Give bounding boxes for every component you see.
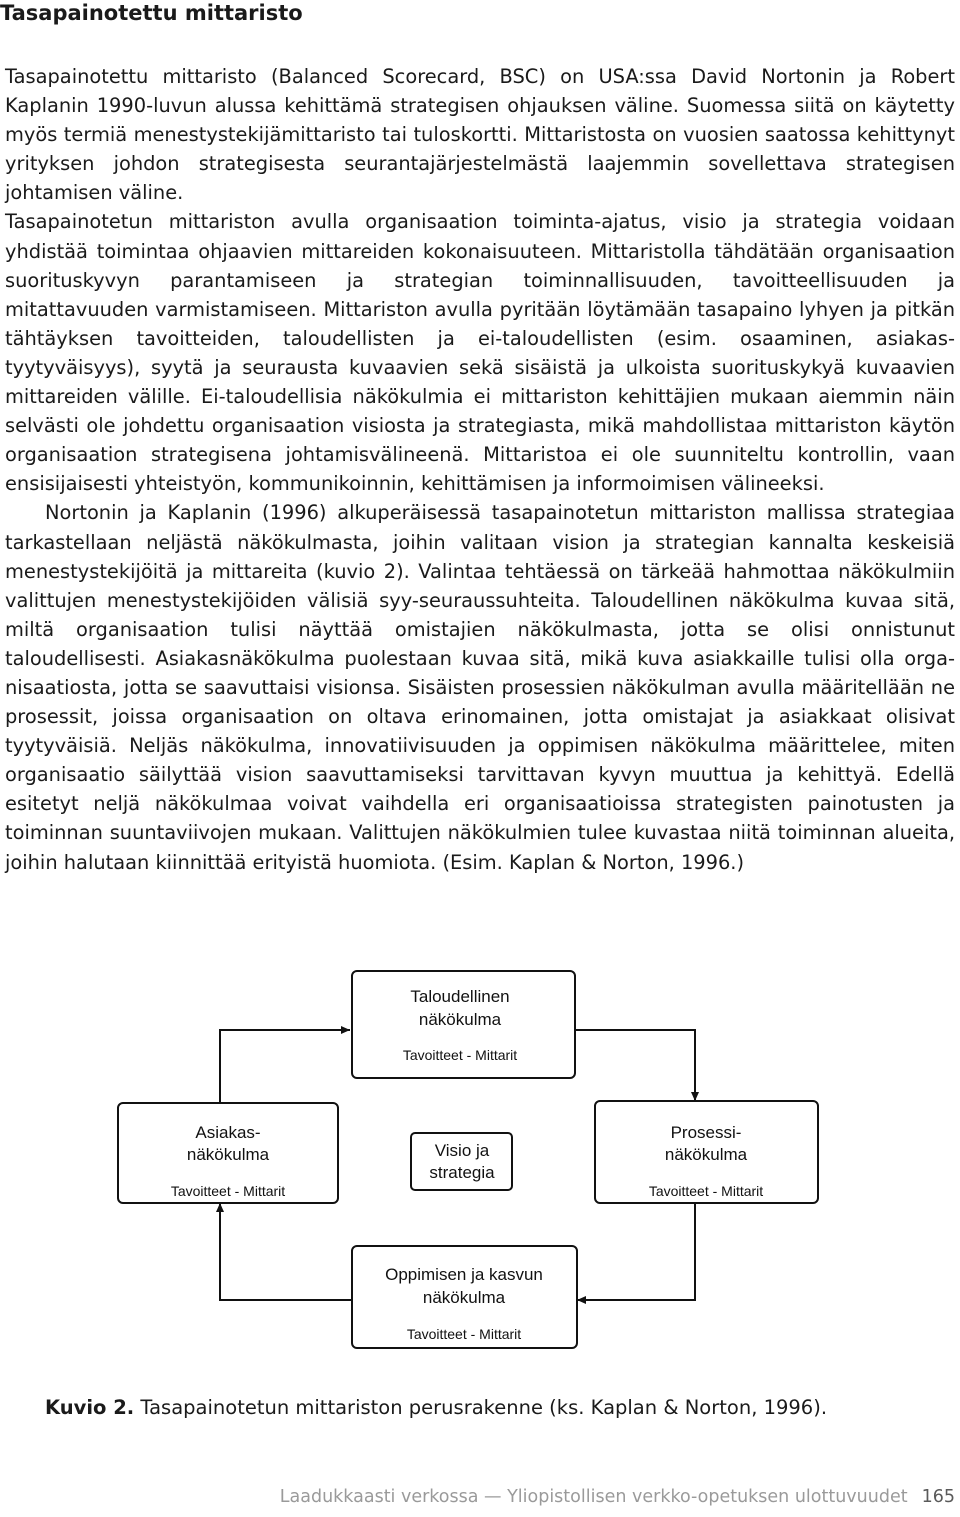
box-financial-line1: Taloudellinen [410,987,510,1006]
arrow-right-to-bottom [577,1200,695,1300]
box-customer [118,1103,338,1203]
caption-text: Tasapainotetun mittariston perusrakenne (ks. Kaplan & Norton, 1996). [134,1396,828,1419]
box-customer-line2: näkökulma [186,1145,270,1164]
box-vision-line1: Visio ja [434,1141,490,1160]
page-number: 165 [921,1487,955,1507]
box-process-line1: Prosessi- [670,1123,742,1142]
box-customer-line1: Asiakas- [195,1123,261,1142]
box-learning-line1: Oppimisen ja kasvun [385,1265,543,1284]
figure-caption [45,1395,827,1421]
footer-title: Laadukkaasti verkossa — Yliopistollisen verkko-opetuksen ulottuvuudet [279,1487,908,1507]
box-process [595,1101,818,1203]
box-financial-line2: näkökulma [418,1010,502,1029]
body-text [5,62,955,877]
paragraph-3: Nortonin ja Kaplanin (1996) alkuperäisessä tasapainotetun mittariston mallissa strategiaa tarkastellaan neljästä näkökulmasta, joihin valitaan vision ja strategian kannalta keskeisiä menestystekijöitä ja mittareita (kuvio 2). Valintaa tehtäessä on tärkeää hahmottaa näkökulmiin valittujen menestystekijöiden välisiä syy-seuraussuhteita. Taloudellinen näkökulma kuvaa sitä, miltä organisaation tulisi näyttää omistajien näkökulmasta, jotta se olisi onnistunut taloudellisesti. Asiakasnäkökulma puolestaan kuvaa sitä, mikä kuva asiakkaille tulisi olla organisaatiosta, jotta se saavuttaisi visionsa. Sisäisten prosessien näkökulman avulla määritellään ne prosessit, joissa organisaation on oltava erinomainen, jotta omistajat ja asiakkaat olisivat tyytyväisiä. Neljäs näkökulma, innovatiivisuuden ja oppimisen näkökulma määrittelee, miten organisaatio säilyttää vision saavuttamiseksi tarvittavan kyvyn muuttua ja kehittyä. Edellä esitetyt neljä näkökulmaa voivat vaihdella eri organisaatioissa strategisten painotusten ja toiminnan suuntaviivojen mukaan. Valittujen näkökulmien tulee kuvastaa niitä toiminnan alueita, joihin halutaan kiinnittää erityistä huomiota. (Esim. Kaplan & Norton, 1996.) [5,501,955,874]
caption-label: Kuvio 2. [45,1396,135,1419]
arrow-top-to-right [575,1030,695,1101]
box-vision [411,1133,512,1190]
arrow-bottom-to-left [220,1203,352,1300]
paragraph-1: Tasapainotettu mittaristo (Balanced Scorecard, BSC) on USA:ssa David Nortonin ja Robert Kaplanin 1990-luvun alussa kehittämä strategisen ohjauksen väline. Suomessa siitä on käytetty myös termiä menestystekijämittaristo tai tuloskortti. Mittaristosta on vuosien saatossa kehittynyt yrityksen johdon strategisesta seurantajärjestelmästä laajemmin sovellettava strategisen johtamisen väline. [5,65,955,205]
box-learning-line2: näkökulma [422,1288,506,1307]
paragraph-2: Tasapainotetun mittariston avulla organisaation toiminta-ajatus, visio ja strategia voidaan yhdistää toimintaa ohjaavien mittareiden kokonaisuuteen. Mittaristolla tähdätään organisaation suorituskyvyn parantamiseen ja strategian toiminnallisuuden, tavoitteellisuuden ja mitattavuuden varmistamiseen. Mittariston avulla pyritään löytämään tasapaino lyhyen ja pitkän tähtäyksen tavoitteiden, taloudellisten ja ei-taloudellisten (esim. osaaminen, asiakastyytyväisyys), syytä ja seurausta kuvaavien sekä sisäistä ja ulkoista suorituskykyä kuvaavien mittareiden välille. Ei-taloudellisia näkökulmia ei mittariston kehittäjien mukaan aiemmin näin selvästi ole johdettu organisaation visiosta ja strategiasta, mikä mahdollistaa mittariston käytön organisaation strategisena johtamisvälineenä. Mittaristoa ei ole suunniteltu kontrollin, vaan ensisijaisesti yhteistyön, kommunikoinnin, kehittämisen ja informoimisen välineeksi. [5,210,955,496]
page-footer [280,1486,955,1508]
page-heading: Tasapainotettu mittaristo [0,1,303,25]
box-financial [352,971,575,1078]
box-learning-sub: Tavoitteet - Mittarit [406,1326,522,1342]
box-vision-line2: strategia [429,1163,495,1182]
box-process-line2: näkökulma [664,1145,748,1164]
bsc-diagram [0,960,960,1360]
box-financial-sub: Tavoitteet - Mittarit [402,1047,518,1063]
arrow-left-to-top [220,1030,350,1103]
box-learning [352,1246,577,1348]
box-process-sub: Tavoitteet - Mittarit [648,1183,764,1199]
box-customer-sub: Tavoitteet - Mittarit [170,1183,286,1199]
